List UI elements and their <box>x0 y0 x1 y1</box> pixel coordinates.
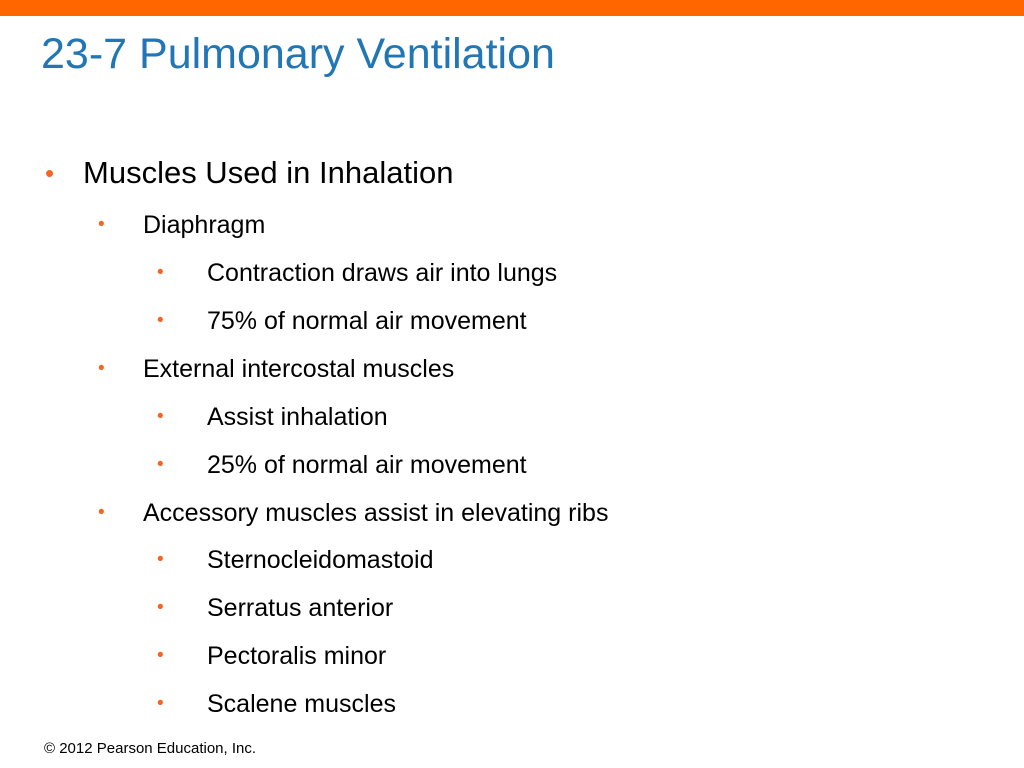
bullet-dot-icon: • <box>157 549 164 570</box>
bullet-text: Accessory muscles assist in elevating ribs <box>143 499 609 527</box>
slide-title: 23-7 Pulmonary Ventilation <box>41 30 555 78</box>
bullet-item-75-percent-air-movement <box>157 306 527 336</box>
bullet-item-scalene-muscles <box>157 689 396 719</box>
bullet-dot-icon: • <box>98 214 105 235</box>
bullet-dot-icon: • <box>157 454 164 475</box>
copyright-footer: © 2012 Pearson Education, Inc. <box>44 740 257 757</box>
bullet-dot-icon: • <box>157 310 164 331</box>
bullet-dot-icon: • <box>157 262 164 283</box>
bullet-text: Scalene muscles <box>207 690 396 718</box>
bullet-item-contraction-draws-air <box>157 258 558 288</box>
bullet-dot-icon: • <box>157 406 164 427</box>
bullet-text: External intercostal muscles <box>143 355 455 383</box>
bullet-text: 75% of normal air movement <box>207 307 527 335</box>
bullet-item-diaphragm <box>98 210 266 240</box>
bullet-item-25-percent-air-movement <box>157 450 527 480</box>
bullet-dot-icon: • <box>157 597 164 618</box>
bullet-dot-icon: • <box>157 645 164 666</box>
bullet-text: Contraction draws air into lungs <box>207 259 558 287</box>
bullet-item-serratus-anterior <box>157 593 394 623</box>
bullet-text: 25% of normal air movement <box>207 451 527 479</box>
bullet-dot-icon: • <box>45 158 55 188</box>
bullet-text: Pectoralis minor <box>207 642 387 670</box>
bullet-text: Diaphragm <box>143 211 266 239</box>
bullet-item-accessory-muscles <box>98 498 609 528</box>
bullet-dot-icon: • <box>157 693 164 714</box>
bullet-text: Sternocleidomastoid <box>207 546 434 574</box>
bullet-item-assist-inhalation <box>157 402 388 432</box>
bullet-text: Assist inhalation <box>207 403 388 431</box>
bullet-item-pectoralis-minor <box>157 641 387 671</box>
top-accent-bar <box>0 0 1024 16</box>
bullet-dot-icon: • <box>98 502 105 523</box>
bullet-item-external-intercostal-muscles <box>98 354 455 384</box>
bullet-item-sternocleidomastoid <box>157 545 434 575</box>
bullet-item-muscles-used-in-inhalation <box>45 155 454 191</box>
bullet-text: Muscles Used in Inhalation <box>83 155 454 190</box>
bullet-text: Serratus anterior <box>207 594 394 622</box>
bullet-dot-icon: • <box>98 358 105 379</box>
